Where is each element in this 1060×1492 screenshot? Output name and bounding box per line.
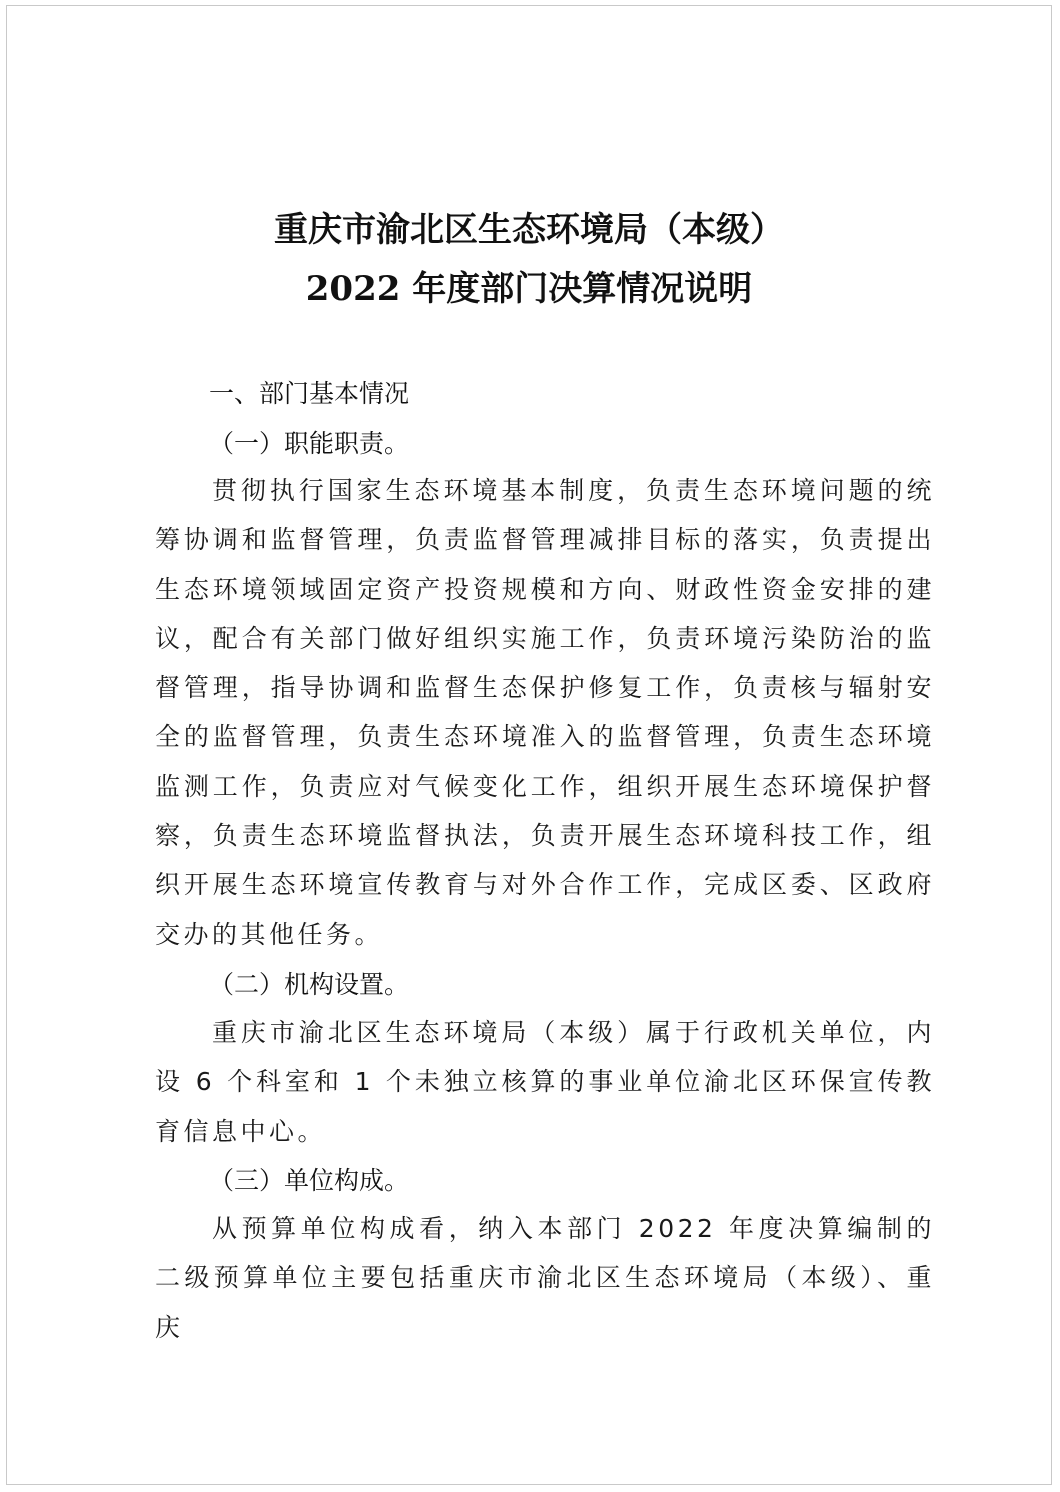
- subsection-heading-organization: （二）机构设置。: [209, 970, 410, 999]
- section-heading-basic-info: 一、部门基本情况: [209, 379, 410, 408]
- document-title-line1: 重庆市渝北区生态环境局（本级）: [274, 210, 784, 250]
- paragraph-composition: 从预算单位构成看，纳入本部门 2022 年度决算编制的二级预算单位主要包括重庆市渝北区生态环境局（本级）、重庆: [155, 1214, 935, 1342]
- subsection-heading-composition: （三）单位构成。: [209, 1166, 410, 1195]
- paragraph-organization: 重庆市渝北区生态环境局（本级）属于行政机关单位，内设 6 个科室和 1 个未独立核算的事业单位渝北区环保宣传教育信息中心。: [155, 1018, 935, 1146]
- paragraph-functions: 贯彻执行国家生态环境基本制度，负责生态环境问题的统筹协调和监督管理，负责监督管理减排目标的落实，负责提出生态环境领域固定资产投资规模和方向、财政性资金安排的建议，配合有关部门做好组织实施工作，负责环境污染防治的监督管理，指导协调和监督生态保护修复工作，负责核与辐射安全的监督管理，负责生态环境准入的监督管理，负责生态环境监测工作，负责应对气候变化工作，组织开展生态环境保护督察，负责生态环境监督执法，负责开展生态环境科技工作，组织开展生态环境宣传教育与对外合作工作，完成区委、区政府交办的其他任务。: [155, 476, 935, 949]
- subsection-heading-functions: （一）职能职责。: [209, 429, 410, 458]
- document-page: [6, 5, 1052, 1485]
- document-title-line2: 2022 年度部门决算情况说明: [305, 269, 753, 309]
